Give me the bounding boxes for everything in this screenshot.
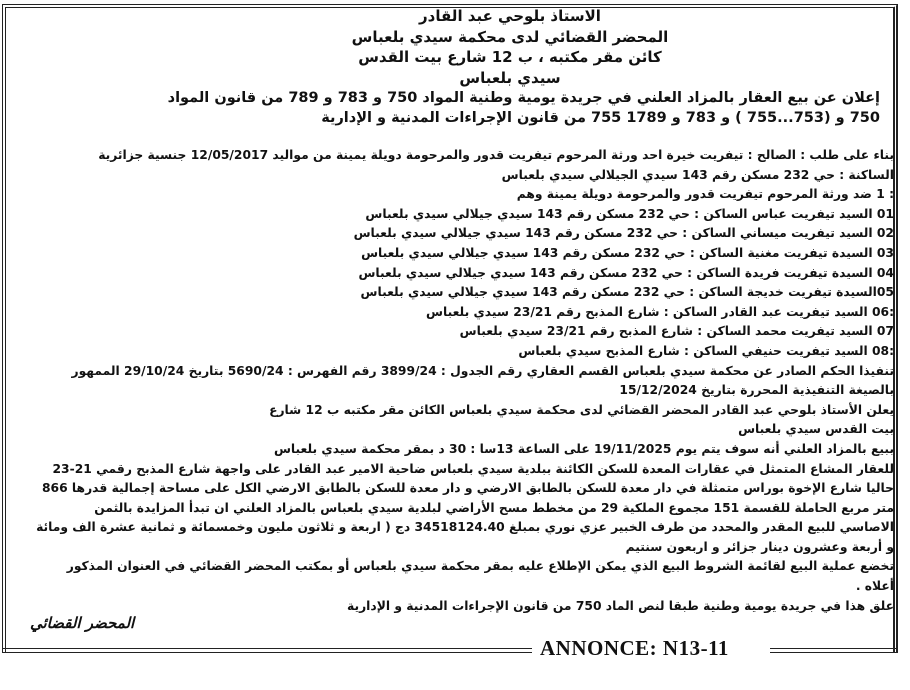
announcement-title: إعلان عن بيع العقار بالمزاد العلني في جريدة يومية وطنية المواد 750 و 783 و 789 من قانون المواد [167, 90, 880, 106]
body-line: الساكنة : حي 232 مسكن رقم 143 سيدي الجيلالي سيدي بلعباس [501, 167, 894, 182]
body-line: تخضع عملية البيع لقائمة الشروط البيع الذي يمكن الإطلاع عليه بمقر محكمة سيدي بلعباس أو بمكتب المحضر القضائي في العنوان المذكور [66, 559, 894, 574]
body-line: متر مربع الحاملة للقسمة 151 مجموع الملكية 29 من مخطط مسح الأراضي لبلدية سيدي بلعباس بالمزاد العلني ان تبدأ المزايدة بالثمن [94, 500, 894, 515]
body-line: يعلن الأستاذ بلوحي عبد القادر المحضر القضائي لدى محكمة سيدي بلعباس الكائن مقر مكتبه ب 12 شارع [269, 402, 894, 417]
body-line: بيت القدس سيدي بلعباس [738, 422, 894, 437]
annonce-number: ANNONCE: N13-11 [540, 636, 729, 660]
body-line: 02 السيد تيفريت ميساني الساكن : حي 232 مسكن رقم 143 سيدي جيلالي سيدي بلعباس [353, 226, 894, 241]
body-line: بناء على طلب : الصالح : تيفريت خيرة احد ورثة المرحوم تيفريت قدور والمرحومة دويلة يمينة من مواليد 12/05/2017 جنسية جزائرية [98, 148, 894, 162]
announcement-title-2: 750 و (753...755 ) و 783 و 1789 755 من قانون الإجراءات المدنية و الإدارية [321, 110, 880, 126]
body-line: الاصاسي للبيع المقدر والمحدد من طرف الخبير عزي نوري بمبلغ 34518124.40 دج ( اربعة و ثلاثون مليون وخمسمائة و ثمانية عشرة الف ومائة [36, 520, 894, 535]
body-line: أعلاه . [855, 579, 894, 594]
body-line: علق هذا في جريدة يومية وطنية طبقا لنص الماد 750 من قانون الإجراءات المدنية و الإدارية [347, 598, 894, 613]
office-city: سيدي بلعباس [459, 68, 561, 87]
divider [2, 648, 532, 653]
body-line: :08 السيد تيفريت حنيفي الساكن : شارع المذبح سيدي بلعباس [518, 343, 894, 358]
bailiff-title: المحضر القضائي لدى محكمة سيدي بلعباس [351, 27, 669, 46]
announcement-body [14, 146, 894, 616]
body-line: بالصيغة التنفيذية المحررة بتاريخ 15/12/2024 [619, 383, 894, 398]
body-line: : 1 ضد ورثة المرحوم تيفريت قدور والمرحومة دويلة يمينة وهم [516, 187, 894, 202]
signature: المحضر القضائي [30, 614, 135, 632]
bailiff-name: الاستاذ بلوحي عبد القادر [419, 7, 601, 25]
body-line: 01 السيد تيفريت عباس الساكن : حي 232 مسكن رقم 143 سيدي جيلالي سيدي بلعباس [365, 206, 894, 221]
office-address: كائن مقر مكتبه ، ب 12 شارع بيت القدس [358, 48, 662, 66]
body-line: حاليا شارع الإخوة بوراس متمثلة في دار معدة للسكن بالطابق الارضي و دار معدة للسكن بالطابق الارضي الكل على مساحة إجمالية قدرها 866 [41, 481, 894, 496]
body-line: 04 السيدة تيفريت فريدة الساكن : حي 232 مسكن رقم 143 سيدي جيلالي سيدي بلعباس [358, 265, 894, 280]
body-line: 05السيدة تيفريت خديجة الساكن : حي 232 مسكن رقم 143 سيدي جيلالي سيدي بلعباس [360, 285, 894, 300]
body-line: للعقار المشاع المتمثل في عقارات المعدة للسكن الكائنة ببلدية سيدي بلعباس ضاحية الامير عبد القادر على واجهة شارع المذبح رقمي 21-23 [52, 461, 894, 476]
body-line: 03 السيدة تيفريت مغنية الساكن : حي 232 مسكن رقم 143 سيدي جيلالي سيدي بلعباس [361, 245, 894, 260]
announcement-header [0, 6, 910, 128]
body-line: 07 السيد تيفريت محمد الساكن : شارع المذبح رقم 23/21 سيدي بلعباس [459, 324, 894, 339]
body-line: ببيع بالمزاد العلني أنه سوف يتم يوم 19/11/2025 على الساعة 13سا : 30 د بمقر محكمة سيدي بلعباس [273, 441, 894, 456]
body-line: و أربعة وعشرون دينار جزائر و اربعون سنتيم [625, 539, 894, 554]
body-line: :06 السيد تيفريت عبد القادر الساكن : شارع المذبح رقم 23/21 سيدي بلعباس [426, 304, 894, 319]
divider [770, 648, 898, 653]
body-line: تنفيذا الحكم الصادر عن محكمة سيدي بلعباس القسم العقاري رقم الجدول : 3899/24 رقم الفهرس : 5690/24 بتاريخ 29/10/24 الممهور [71, 363, 894, 378]
